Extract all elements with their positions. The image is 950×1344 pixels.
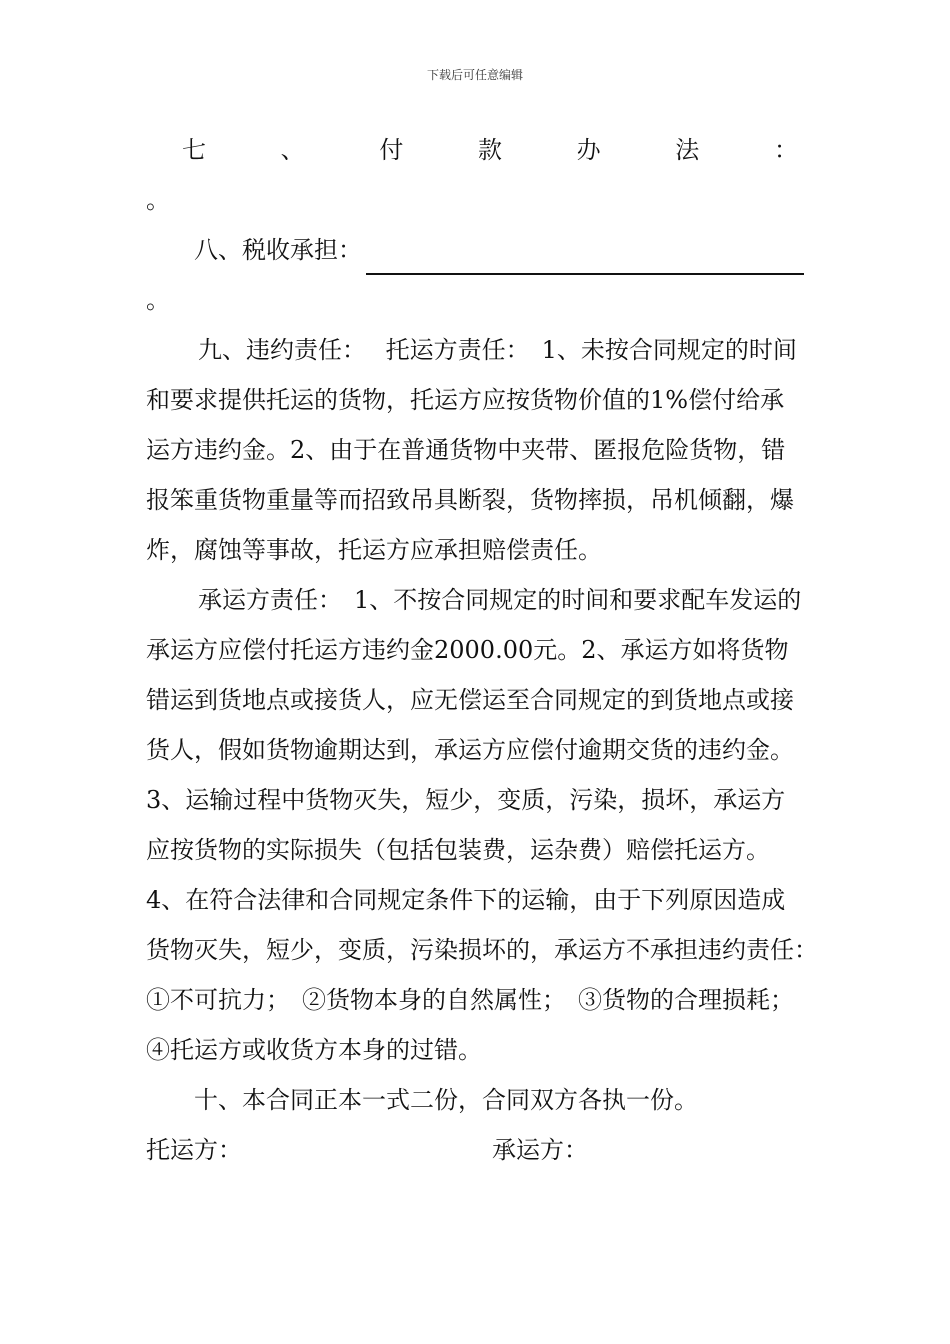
- carrier-liability-paragraph: 承运方责任： 1、不按合同规定的时间和要求配车发运的承运方应偿付托运方违约金2000.00元。2、承运方如将货物错运到货地点或接货人，应无偿运至合同规定的到货地点或接货人，假如货物逾期达到，承运方应偿付逾期交货的违约金。3、运输过程中货物灭失，短少，变质，污染，损坏，承运方应按货物的实际损失（包括包装费，运杂费）赔偿托运方。 4、在符合法律和合同规定条件下的运输，由于下列原因造成货物灭失，短少，变质，污染损坏的，承运方不承担违约责任： ①不可抗力； ②货物本身的自然属性； ③货物的合理损耗； ④托运方或收货方本身的过错。: [146, 586, 830, 1064]
- section-7-heading: [146, 125, 808, 175]
- section-7-char: 七: [182, 136, 206, 164]
- section-7-char: 办: [576, 136, 601, 164]
- section-7-tail: 。: [146, 186, 170, 214]
- section-10-paragraph: 十、本合同正本一式二份，合同双方各执一份。: [194, 1086, 698, 1114]
- carrier-signature-label: 承运方：: [492, 1136, 588, 1164]
- section-7-char: 付: [379, 136, 404, 164]
- contract-body: [146, 125, 830, 1175]
- section-9-paragraph: 九、违约责任： 托运方责任： 1、未按合同规定的时间和要求提供托运的货物，托运方应按货物价值的1%偿付给承运方违约金。2、由于在普通货物中夹带、匿报危险货物，错报笨重货物重量等而招致吊具断裂，货物摔损，吊机倾翻，爆炸，腐蚀等事故，托运方应承担赔偿责任。: [146, 336, 797, 564]
- signature-row: [146, 1125, 808, 1175]
- section-7-char: 款: [477, 136, 502, 164]
- section-7-char: 、: [280, 136, 305, 164]
- section-7-char: 法: [675, 136, 700, 164]
- page-header: 下载后可任意编辑: [426, 68, 523, 82]
- section-8: [146, 225, 808, 325]
- tax-blank-line: [366, 243, 804, 275]
- section-7-char: ：: [773, 136, 798, 164]
- section-8-label: 八、税收承担：: [194, 236, 362, 264]
- shipper-signature-label: 托运方：: [146, 1136, 242, 1164]
- section-8-end: 。: [146, 286, 170, 314]
